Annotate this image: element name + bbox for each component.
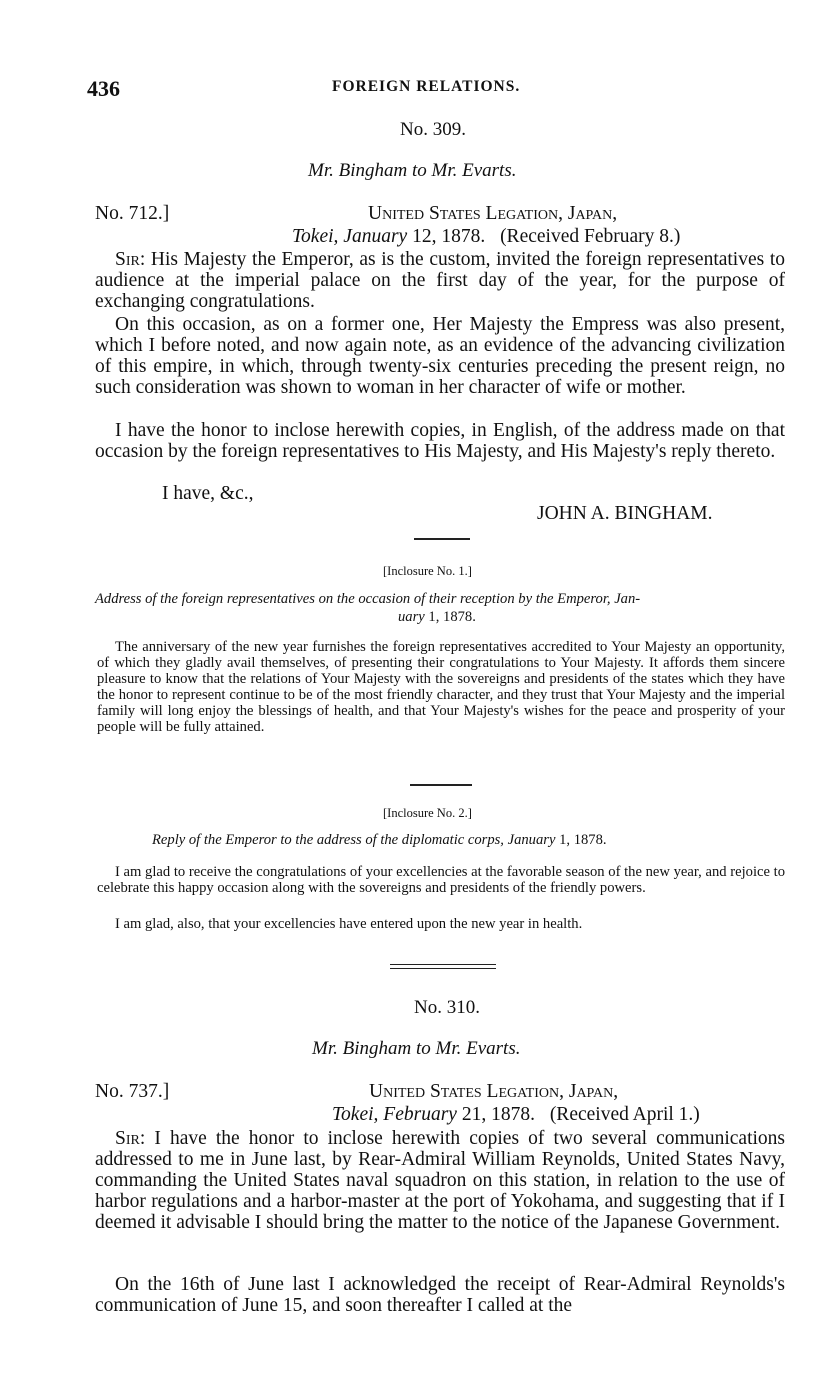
date-line-310: Tokei, February 21, 1878. (Received April 1.): [332, 1104, 700, 1125]
enclosure-label-1: [Inclosure No. 1.]: [383, 564, 472, 578]
letter-paragraph-2: On this occasion, as on a former one, Her Majesty the Empress was also present, which I before noted, and now again note, as an evidence of the advancing civilization of this empire, in which, through twenty-six centuries preceding the present reign, no such consideration was shown to woman in her character of wife or mother.: [95, 314, 785, 398]
salutation: Sir:: [115, 249, 146, 270]
running-title: FOREIGN RELATIONS.: [332, 78, 521, 95]
enclosure-body-2: I am glad to receive the congratulations of your excellencies at the favorable season of the new year, and rejoice to celebrate this happy occasion along with the sovereigns and presidents of the friendly powers.: [97, 864, 785, 896]
divider: [414, 538, 470, 540]
doc-heading-310: Mr. Bingham to Mr. Evarts.: [312, 1038, 521, 1059]
doc-number-310: No. 310.: [414, 997, 480, 1018]
ref-number-737: No. 737.]: [95, 1081, 170, 1102]
salutation-2: Sir:: [115, 1128, 146, 1149]
date-rest: 12, 1878.: [412, 226, 486, 247]
letter-paragraph-3: I have the honor to inclose herewith copies, in English, of the address made on that occasion by the foreign representatives to His Majesty, and His Majesty's reply thereto.: [95, 420, 785, 462]
legation-line-310: United States Legation, Japan,: [369, 1081, 619, 1102]
date-line-309: [292, 226, 680, 247]
date-place: Tokei, January: [292, 226, 408, 247]
enclosure-caption-1: Address of the foreign representatives on the occasion of their reception by the Emperor, Jan-: [95, 591, 641, 607]
doc-heading-309: Mr. Bingham to Mr. Evarts.: [308, 160, 517, 181]
enclosure-caption-1-cont: uary 1, 1878.: [398, 609, 476, 625]
section-divider: [390, 964, 496, 969]
enclosure-caption-2: Reply of the Emperor to the address of the diplomatic corps, January 1, 1878.: [152, 832, 607, 848]
enclosure-body-1: The anniversary of the new year furnishes the foreign representatives accredited to Your Majesty an opportunity, of which they gladly avail themselves, of presenting their congratulations to Your Majesty. It affords them sincere pleasure to know that the relations of Your Majesty with the sovereigns and presidents of the states which they have the honor to represent continue to be of the most friendly character, and they trust that Your Majesty and the imperial family will long enjoy the blessings of health, and that Your Majesty's wishes for the peace and prosperity of your people will be fully attained.: [97, 639, 785, 735]
legation-line-309: United States Legation, Japan,: [368, 203, 618, 224]
received-note: (Received February 8.): [500, 226, 681, 247]
signature: JOHN A. BINGHAM.: [537, 503, 713, 524]
doc-number-309: No. 309.: [400, 119, 466, 140]
enclosure-label-2: [Inclosure No. 2.]: [383, 806, 472, 820]
closing: I have, &c.,: [162, 483, 254, 504]
letter-paragraph-5: On the 16th of June last I acknowledged the receipt of Rear-Admiral Reynolds's communication of June 15, and soon thereafter I called at the: [95, 1274, 785, 1316]
letter-paragraph-1: Sir: His Majesty the Emperor, as is the custom, invited the foreign representatives to audience at the imperial palace on the first day of the year, for the purpose of exchanging congratulations.: [95, 249, 786, 312]
ref-number-712: No. 712.]: [95, 203, 170, 224]
divider: [410, 784, 472, 786]
letter-paragraph-4: Sir: I have the honor to inclose herewith copies of two several communications addressed to me in June last, by Rear-Admiral William Reynolds, United States Navy, commanding the United States naval squadron on this station, in relation to the use of harbor regulations and a harbor-master at the port of Yokohama, and suggesting that if I deemed it advisable I should bring the matter to the notice of the Japanese Government.: [95, 1128, 785, 1233]
page-number: 436: [87, 76, 120, 101]
enclosure-body-2b: I am glad, also, that your excellencies have entered upon the new year in health.: [115, 916, 583, 932]
